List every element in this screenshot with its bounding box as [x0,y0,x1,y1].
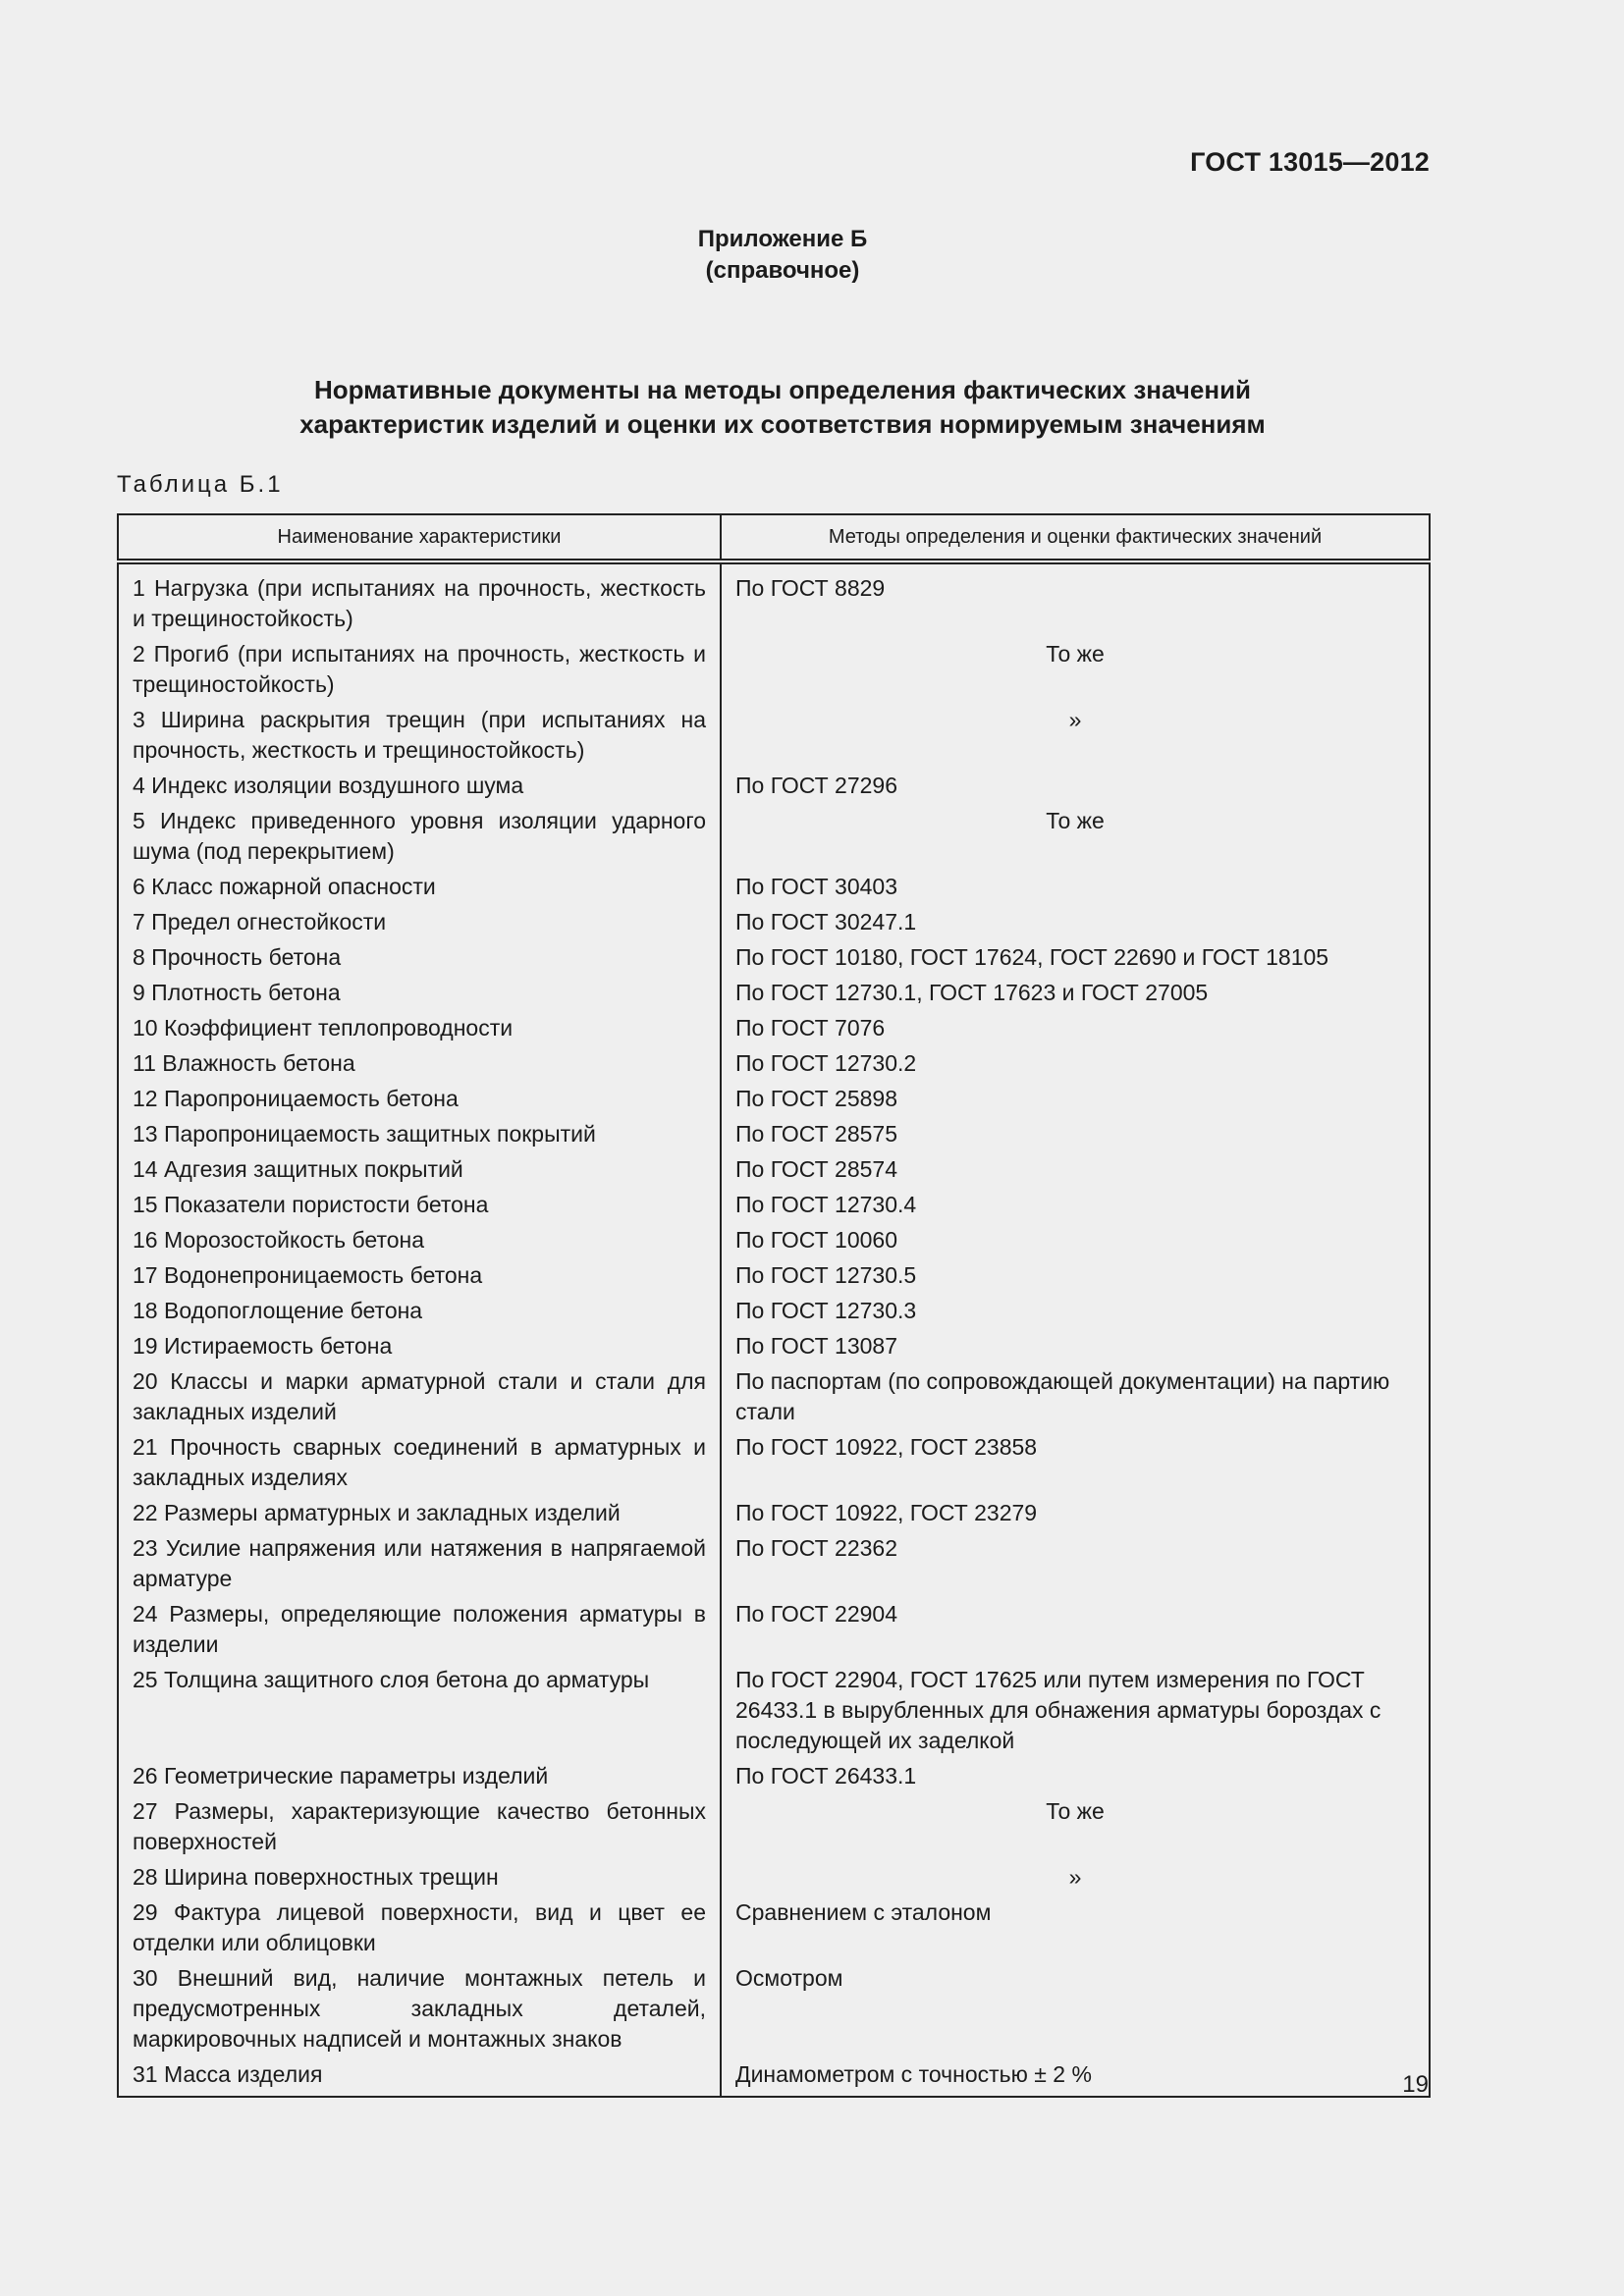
method-cell: По ГОСТ 10922, ГОСТ 23858 [721,1431,1430,1497]
method-cell: По ГОСТ 8829 [721,561,1430,638]
table-row [118,1330,1430,1365]
characteristic-cell: 31 Масса изделия [118,2058,721,2097]
table-row [118,770,1430,805]
document-code: ГОСТ 13015—2012 [1190,147,1430,177]
method-cell: По ГОСТ 27296 [721,770,1430,805]
method-cell: То же [721,805,1430,871]
table-row [118,1497,1430,1532]
characteristic-cell: 21 Прочность сварных соединений в арматурных и закладных изделиях [118,1431,721,1497]
method-cell: По ГОСТ 30247.1 [721,906,1430,941]
method-cell: По ГОСТ 10060 [721,1224,1430,1259]
table-row [118,906,1430,941]
table-row [118,1431,1430,1497]
method-cell: По ГОСТ 12730.2 [721,1047,1430,1083]
table-row [118,1532,1430,1598]
table-row [118,1896,1430,1962]
characteristic-cell: 25 Толщина защитного слоя бетона до арматуры [118,1664,721,1760]
table-row [118,1259,1430,1295]
table-label: Таблица Б.1 [117,471,284,498]
method-cell: По ГОСТ 10180, ГОСТ 17624, ГОСТ 22690 и ГОСТ 18105 [721,941,1430,977]
table-row [118,1795,1430,1861]
method-cell: По ГОСТ 12730.3 [721,1295,1430,1330]
method-cell: То же [721,1795,1430,1861]
table-row [118,977,1430,1012]
table-row [118,1861,1430,1896]
method-cell: По паспортам (по сопровождающей документации) на партию стали [721,1365,1430,1431]
method-cell: По ГОСТ 10922, ГОСТ 23279 [721,1497,1430,1532]
table-row [118,1224,1430,1259]
document-title-line-1: Нормативные документы на методы определения фактических значений [313,375,1252,404]
method-cell: По ГОСТ 12730.4 [721,1189,1430,1224]
characteristic-cell: 6 Класс пожарной опасности [118,871,721,906]
table-row [118,1365,1430,1431]
method-cell: По ГОСТ 12730.5 [721,1259,1430,1295]
table-row [118,871,1430,906]
characteristic-cell: 12 Паропроницаемость бетона [118,1083,721,1118]
method-cell: Динамометром с точностью ± 2 % [721,2058,1430,2097]
method-cell: По ГОСТ 25898 [721,1083,1430,1118]
method-cell: По ГОСТ 12730.1, ГОСТ 17623 и ГОСТ 27005 [721,977,1430,1012]
characteristic-cell: 18 Водопоглощение бетона [118,1295,721,1330]
characteristic-cell: 10 Коэффициент теплопроводности [118,1012,721,1047]
table-row [118,805,1430,871]
column-header-characteristic: Наименование характеристики [118,514,721,561]
table-row [118,1295,1430,1330]
table-body [118,561,1430,2097]
table-row [118,1760,1430,1795]
table-row [118,941,1430,977]
table-row [118,704,1430,770]
characteristic-cell: 9 Плотность бетона [118,977,721,1012]
characteristic-cell: 20 Классы и марки арматурной стали и стали для закладных изделий [118,1365,721,1431]
appendix-subtitle: (справочное) [705,257,860,284]
characteristic-cell: 2 Прогиб (при испытаниях на прочность, жесткость и трещиностойкость) [118,638,721,704]
table-row [118,561,1430,638]
table-row [118,1047,1430,1083]
characteristic-cell: 4 Индекс изоляции воздушного шума [118,770,721,805]
method-cell: По ГОСТ 7076 [721,1012,1430,1047]
method-cell: По ГОСТ 22904, ГОСТ 17625 или путем измерения по ГОСТ 26433.1 в вырубленных для обнажения арматуры бороздах с последующей их заделкой [721,1664,1430,1760]
table-row [118,1118,1430,1153]
table-header-row [118,514,1430,561]
document-title [0,373,1565,442]
column-header-methods: Методы определения и оценки фактических значений [721,514,1430,561]
characteristic-cell: 30 Внешний вид, наличие монтажных петель и предусмотренных закладных деталей, маркировочных надписей и монтажных знаков [118,1962,721,2058]
method-cell: Сравнением с эталоном [721,1896,1430,1962]
table-row [118,1598,1430,1664]
document-title-line-2: характеристик изделий и оценки их соответствия нормируемым значениям [299,409,1266,439]
method-cell: По ГОСТ 22904 [721,1598,1430,1664]
characteristic-cell: 24 Размеры, определяющие положения арматуры в изделии [118,1598,721,1664]
page-number: 19 [1402,2071,1429,2098]
characteristic-cell: 29 Фактура лицевой поверхности, вид и цвет ее отделки или облицовки [118,1896,721,1962]
methods-table [117,513,1431,2098]
method-cell: » [721,1861,1430,1896]
table-row [118,1962,1430,2058]
method-cell: По ГОСТ 13087 [721,1330,1430,1365]
characteristic-cell: 14 Адгезия защитных покрытий [118,1153,721,1189]
characteristic-cell: 5 Индекс приведенного уровня изоляции ударного шума (под перекрытием) [118,805,721,871]
characteristic-cell: 16 Морозостойкость бетона [118,1224,721,1259]
method-cell: То же [721,638,1430,704]
characteristic-cell: 27 Размеры, характеризующие качество бетонных поверхностей [118,1795,721,1861]
appendix-title: Приложение Б [697,226,868,252]
characteristic-cell: 8 Прочность бетона [118,941,721,977]
method-cell: По ГОСТ 28575 [721,1118,1430,1153]
characteristic-cell: 11 Влажность бетона [118,1047,721,1083]
characteristic-cell: 7 Предел огнестойкости [118,906,721,941]
method-cell: По ГОСТ 22362 [721,1532,1430,1598]
characteristic-cell: 17 Водонепроницаемость бетона [118,1259,721,1295]
table-row [118,1189,1430,1224]
characteristic-cell: 3 Ширина раскрытия трещин (при испытаниях на прочность, жесткость и трещиностойкость) [118,704,721,770]
table-row [118,1153,1430,1189]
characteristic-cell: 1 Нагрузка (при испытаниях на прочность, жесткость и трещиностойкость) [118,561,721,638]
table-row [118,2058,1430,2097]
characteristic-cell: 26 Геометрические параметры изделий [118,1760,721,1795]
table-row [118,638,1430,704]
appendix-heading [0,224,1565,287]
table-row [118,1083,1430,1118]
method-cell: » [721,704,1430,770]
characteristic-cell: 22 Размеры арматурных и закладных изделий [118,1497,721,1532]
characteristic-cell: 23 Усилие напряжения или натяжения в напрягаемой арматуре [118,1532,721,1598]
table-row [118,1012,1430,1047]
characteristic-cell: 13 Паропроницаемость защитных покрытий [118,1118,721,1153]
method-cell: По ГОСТ 26433.1 [721,1760,1430,1795]
table-row [118,1664,1430,1760]
characteristic-cell: 28 Ширина поверхностных трещин [118,1861,721,1896]
method-cell: По ГОСТ 30403 [721,871,1430,906]
method-cell: По ГОСТ 28574 [721,1153,1430,1189]
characteristic-cell: 15 Показатели пористости бетона [118,1189,721,1224]
method-cell: Осмотром [721,1962,1430,2058]
characteristic-cell: 19 Истираемость бетона [118,1330,721,1365]
